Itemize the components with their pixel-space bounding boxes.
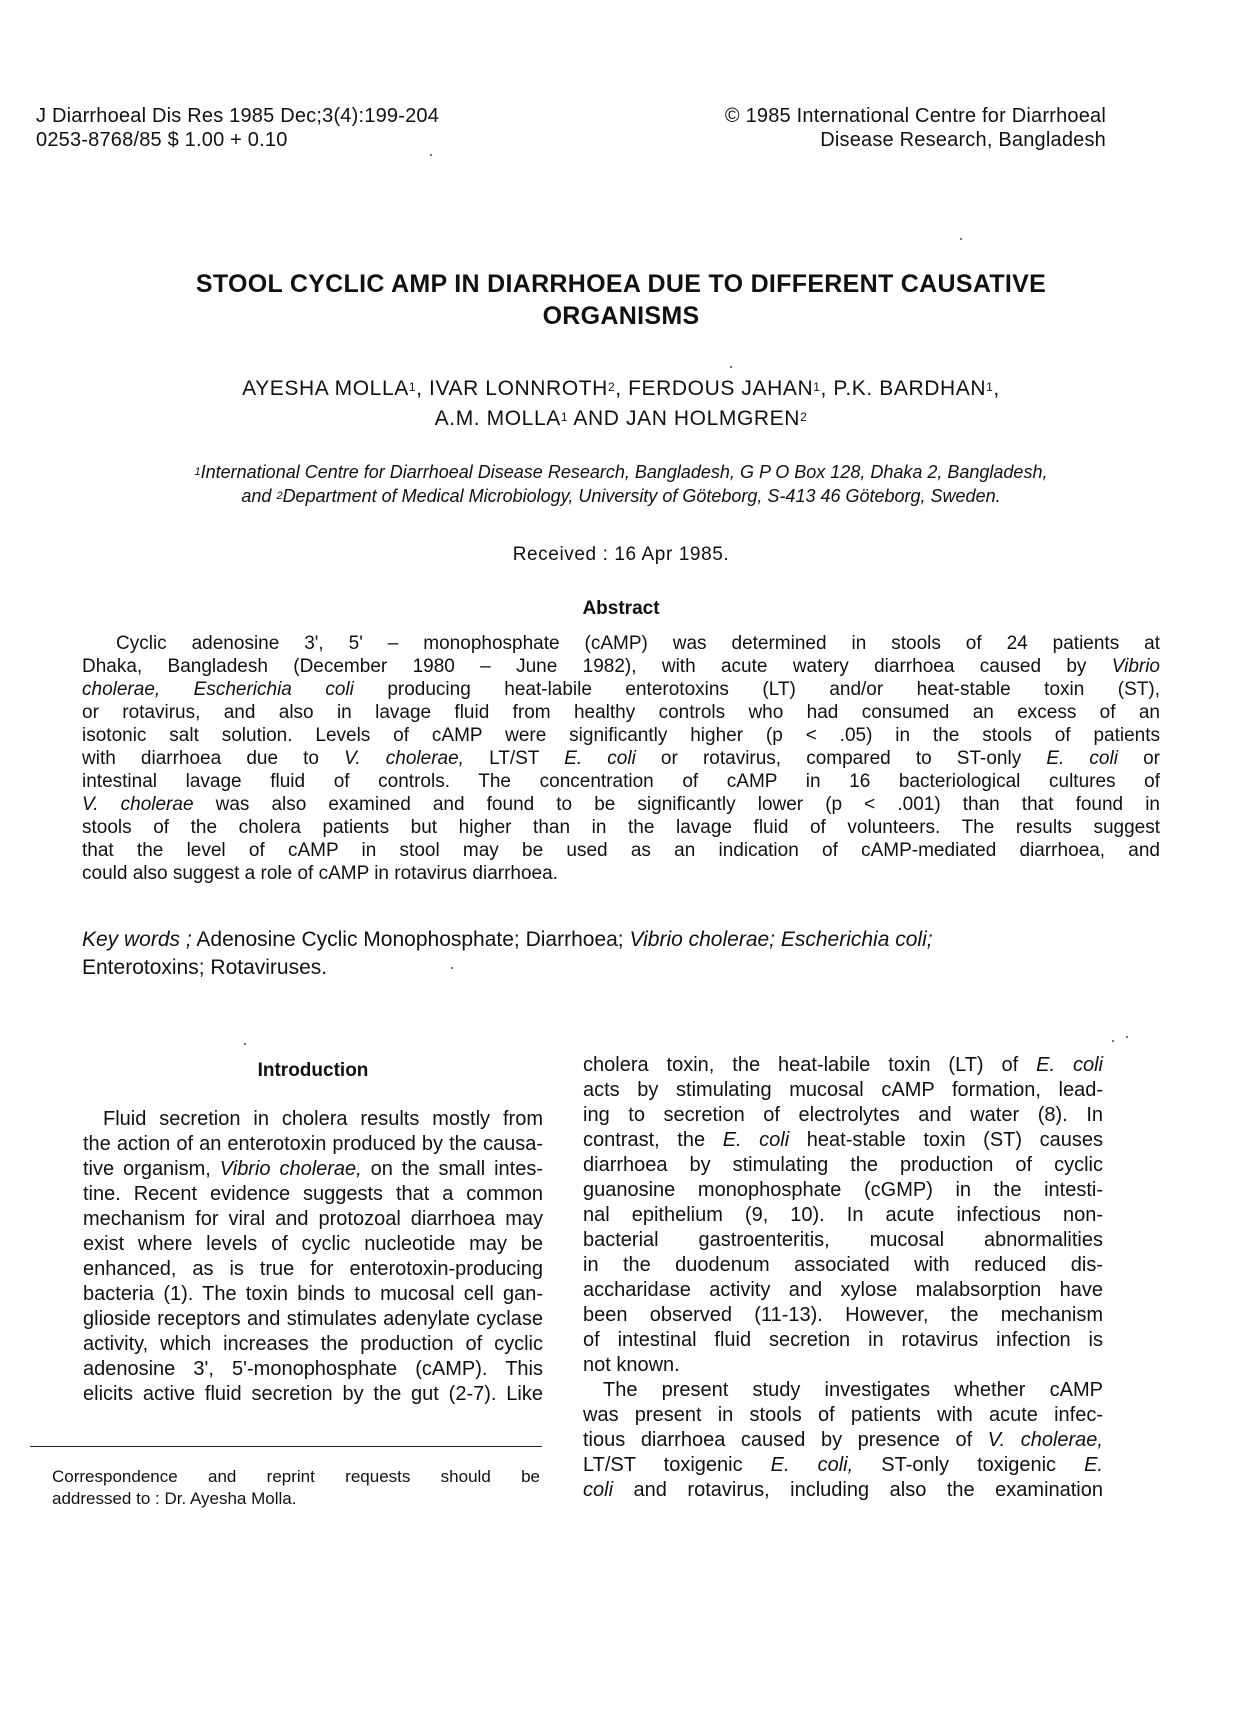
author-name: P.K. BARDHAN (833, 377, 987, 400)
left-column (83, 1053, 543, 1407)
footnote-line: Correspondence and reprint requests should be (52, 1467, 540, 1486)
scan-speck (244, 1043, 246, 1045)
body-line: nal epithelium (9, 10). In acute infectious non- (583, 1204, 1103, 1226)
body-line: activity, which increases the production of cyclic (83, 1333, 543, 1355)
body-line (583, 1053, 1103, 1078)
body-italic: E. (1084, 1454, 1103, 1476)
body-line (583, 1128, 1103, 1153)
author-name: A.M. MOLLA (434, 407, 561, 430)
body-text: tive organism, (83, 1158, 220, 1180)
author-list (90, 374, 1152, 434)
body-line: been observed (11-13). However, the mechanism (583, 1304, 1103, 1326)
keywords (82, 926, 1160, 982)
body-italic: E. coli, (770, 1454, 854, 1476)
body-line (583, 1453, 1103, 1478)
body-line: guanosine monophosphate (cGMP) in the intesti- (583, 1179, 1103, 1201)
body-line: the action of an enterotoxin produced by the causa- (83, 1133, 543, 1155)
affiliation-mark: 1 (986, 380, 994, 394)
affiliation-mark: 2 (607, 380, 616, 394)
body-line: glioside receptors and stimulates adenylate cyclase (83, 1308, 543, 1330)
copyright-line-2: Disease Research, Bangladesh (820, 129, 1106, 151)
body-text: and rotavirus, including also the examination (613, 1479, 1103, 1501)
affiliation-text: International Centre for Diarrhoeal Disease Research, Bangladesh, G P O Box 128, Dhaka 2, Bangladesh, (200, 462, 1048, 482)
body-italic: Vibrio cholerae, (219, 1158, 362, 1180)
copyright-notice (725, 104, 1106, 152)
journal-citation (36, 104, 439, 152)
body-text: contrast, the (583, 1129, 723, 1151)
keywords-line-1 (82, 926, 1160, 954)
scan-speck (960, 238, 962, 240)
keywords-line-2: Enterotoxins; Rotaviruses. (82, 956, 328, 979)
body-line: elicits active fluid secretion by the gut (2-7). Like (83, 1383, 543, 1405)
body-line: of intestinal fluid secretion in rotavirus infection is (583, 1329, 1103, 1351)
body-line: bacteria (1). The toxin binds to mucosal cell gan- (83, 1283, 543, 1305)
body-line: enhanced, as is true for enterotoxin-producing (83, 1258, 543, 1280)
paper-title (90, 268, 1152, 332)
affiliation-mark: 1 (408, 380, 417, 394)
abstract-text: LT/ST (463, 748, 565, 769)
body-line: bacterial gastroenteritis, mucosal abnormalities (583, 1229, 1103, 1251)
abstract-italic: cholerae, Escherichia coli (82, 679, 354, 700)
scan-speck (1112, 1040, 1114, 1042)
abstract-line (82, 655, 1160, 678)
keywords-label: Key words ; (82, 928, 192, 951)
scan-speck (730, 366, 732, 368)
affiliation-mark: 2 (800, 410, 808, 424)
abstract-line: that the level of cAMP in stool may be used as an indication of cAMP-mediated diarrhoea, and (82, 840, 1160, 861)
abstract-line (82, 793, 1160, 816)
author-conjunction: AND (573, 407, 620, 430)
abstract-italic: E. coli (564, 748, 636, 769)
body-line: tine. Recent evidence suggests that a common (83, 1183, 543, 1205)
scan-speck (451, 967, 453, 969)
author-name: AYESHA MOLLA (242, 377, 409, 400)
abstract-italic: E. coli (1046, 748, 1118, 769)
keywords-italic-terms: Vibrio cholerae; Escherichia coli; (629, 928, 933, 951)
body-text: cholera toxin, the heat-labile toxin (LT) of (583, 1054, 1037, 1076)
body-line (83, 1157, 543, 1182)
affiliation-line-2 (40, 484, 1202, 508)
body-line (583, 1478, 1103, 1503)
abstract-italic: Vibrio (1111, 656, 1160, 677)
author-name: JAN HOLMGREN (626, 407, 801, 430)
abstract-line (82, 678, 1160, 701)
body-line: acts by stimulating mucosal cAMP formation, lead- (583, 1079, 1103, 1101)
body-line: ing to secretion of electrolytes and water (8). In (583, 1104, 1103, 1126)
body-line: adenosine 3', 5'-monophosphate (cAMP). This (83, 1358, 543, 1380)
journal-line-2: 0253-8768/85 $ 1.00 + 0.10 (36, 129, 288, 151)
author-line-2 (90, 404, 1152, 434)
body-line: Fluid secretion in cholera results mostly from (103, 1108, 543, 1130)
author-line-1: AYESHA MOLLA$^1$, IVAR LONNROTH$^2$, FERDOUS JAHAN$^1$, P.K. BARDHAN$^1$, (242, 377, 1000, 400)
affiliation-prefix: and (241, 486, 277, 506)
journal-line-1: J Diarrhoeal Dis Res 1985 Dec;3(4):199-204 (36, 105, 440, 127)
right-column (583, 1053, 1103, 1503)
footnote-line: addressed to : Dr. Ayesha Molla. (52, 1489, 297, 1508)
abstract-text: or (1117, 748, 1160, 769)
footnote-divider (30, 1446, 542, 1447)
author-name: IVAR LONNROTH (429, 377, 608, 400)
affiliation-mark: 1 (194, 466, 201, 478)
body-text: LT/ST toxigenic (583, 1454, 771, 1476)
body-line: exist where levels of cyclic nucleotide may be (83, 1233, 543, 1255)
keywords-terms: Adenosine Cyclic Monophosphate; Diarrhoea; (191, 928, 630, 951)
abstract-line: Cyclic adenosine 3', 5' – monophosphate (cAMP) was determined in stools of 24 patients at (116, 633, 1160, 654)
body-text: tious diarrhoea caused by presence of (583, 1429, 988, 1451)
introduction-left-text (83, 1107, 543, 1407)
body-italic: coli (583, 1479, 614, 1501)
abstract-italic: V. cholerae (82, 794, 194, 815)
affiliation-line-1 (40, 460, 1202, 484)
author-name: FERDOUS JAHAN (628, 377, 814, 400)
body-text: ST-only toxigenic (853, 1454, 1085, 1476)
introduction-right-text (583, 1053, 1103, 1503)
affiliation-text: Department of Medical Microbiology, University of Göteborg, S-413 46 Göteborg, Sweden. (282, 486, 1001, 506)
abstract-line: or rotavirus, and also in lavage fluid from healthy controls who had consumed an excess of an (82, 702, 1160, 723)
abstract-text: was also examined and found to be significantly lower (p < .001) than that found in (193, 794, 1160, 815)
body-italic: V. cholerae, (987, 1429, 1103, 1451)
body-line: diarrhoea by stimulating the production of cyclic (583, 1154, 1103, 1176)
abstract-line: stools of the cholera patients but higher than in the lavage fluid of volunteers. The results suggest (82, 817, 1160, 838)
abstract-text: Dhaka, Bangladesh (December 1980 – June 1982), with acute watery diarrhoea caused by (82, 656, 1112, 677)
body-line: in the duodenum associated with reduced dis- (583, 1254, 1103, 1276)
body-italic: E. coli (722, 1129, 790, 1151)
scan-speck (430, 154, 432, 156)
body-italic: E. coli (1036, 1054, 1103, 1076)
correspondence-footnote (52, 1466, 540, 1510)
body-text: heat-stable toxin (ST) causes (789, 1129, 1103, 1151)
abstract-body (82, 632, 1160, 885)
abstract-italic: V. cholerae, (344, 748, 464, 769)
body-line (583, 1428, 1103, 1453)
affiliation-mark: 2 (276, 490, 283, 502)
affiliations (40, 460, 1202, 508)
abstract-line: could also suggest a role of cAMP in rotavirus diarrhoea. (82, 863, 558, 884)
abstract-text: with diarrhoea due to (82, 748, 345, 769)
body-line: accharidase activity and xylose malabsorption have (583, 1279, 1103, 1301)
copyright-line-1: © 1985 International Centre for Diarrhoeal (724, 105, 1106, 127)
abstract-text: producing heat-labile enterotoxins (LT) and/or heat-stable toxin (ST), (353, 679, 1160, 700)
title-line-2: ORGANISMS (542, 302, 700, 330)
abstract-line: isotonic salt solution. Levels of cAMP were significantly higher (p < .05) in the stools of patients (82, 725, 1160, 746)
received-date: Received : 16 Apr 1985. (512, 544, 730, 565)
body-line: was present in stools of patients with acute infec- (583, 1404, 1103, 1426)
body-line: mechanism for viral and protozoal diarrhoea may (83, 1208, 543, 1230)
abstract-line: intestinal lavage fluid of controls. The concentration of cAMP in 16 bacteriological cultures of (82, 771, 1160, 792)
introduction-heading: Introduction (257, 1060, 369, 1081)
affiliation-mark: 1 (560, 410, 569, 424)
abstract-line (82, 747, 1160, 770)
scan-speck (1126, 1036, 1128, 1038)
affiliation-mark: 1 (813, 380, 821, 394)
title-line-1: STOOL CYCLIC AMP IN DIARRHOEA DUE TO DIFFERENT CAUSATIVE (195, 270, 1047, 298)
abstract-text: or rotavirus, compared to ST-only (635, 748, 1047, 769)
body-line: not known. (583, 1354, 680, 1376)
abstract-heading: Abstract (582, 598, 660, 619)
body-text: on the small intes- (361, 1158, 543, 1180)
body-line: The present study investigates whether cAMP (603, 1379, 1103, 1401)
